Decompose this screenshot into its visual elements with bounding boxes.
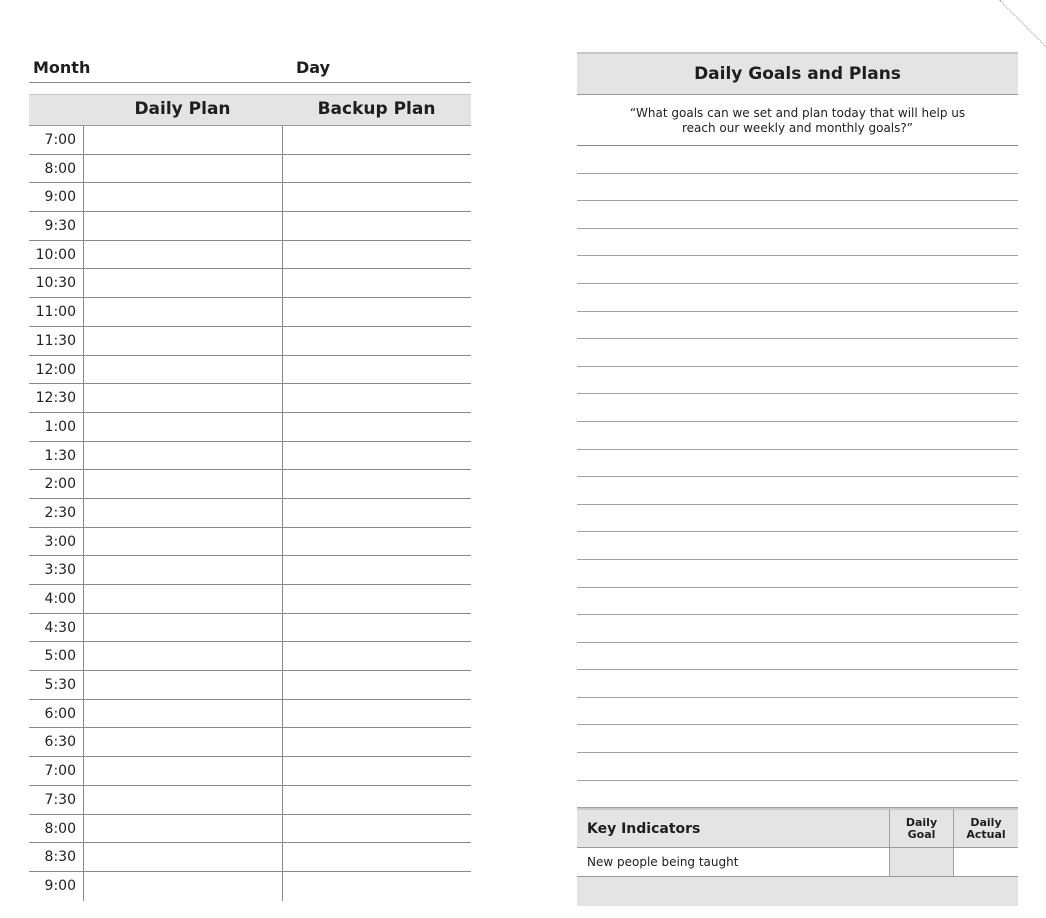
goal-writing-line[interactable] xyxy=(577,146,1018,174)
goals-title: Daily Goals and Plans xyxy=(577,52,1018,95)
time-slot-row xyxy=(29,384,471,413)
time-label: 7:00 xyxy=(44,132,76,148)
goal-writing-line[interactable] xyxy=(577,643,1018,671)
backup-plan-slot[interactable] xyxy=(282,126,471,154)
month-day-row xyxy=(29,56,471,83)
key-indicators-table xyxy=(577,808,1018,906)
daily-plan-slot[interactable] xyxy=(83,155,282,183)
goal-writing-line[interactable] xyxy=(577,367,1018,395)
time-label: 2:30 xyxy=(44,504,76,521)
time-label: 3:30 xyxy=(44,562,76,579)
backup-plan-header: Backup Plan xyxy=(317,99,436,119)
time-slot-row xyxy=(29,155,471,184)
daily-plan-slot[interactable] xyxy=(83,298,282,326)
time-label: 6:30 xyxy=(44,734,76,751)
goal-writing-line[interactable] xyxy=(577,394,1018,422)
daily-plan-slot[interactable] xyxy=(83,126,282,154)
time-label: 2:00 xyxy=(44,476,76,493)
daily-plan-slot[interactable] xyxy=(83,843,282,871)
backup-plan-slot[interactable] xyxy=(282,642,471,670)
time-slot-row xyxy=(29,872,471,901)
daily-plan-slot[interactable] xyxy=(83,212,282,240)
time-slot-row xyxy=(29,126,471,155)
backup-plan-slot[interactable] xyxy=(282,728,471,756)
time-slot-row xyxy=(29,442,471,471)
goals-page xyxy=(577,52,1018,869)
time-label: 8:30 xyxy=(44,849,76,866)
daily-plan-slot[interactable] xyxy=(83,728,282,756)
plan-column-headers xyxy=(29,94,471,126)
daily-plan-header: Daily Plan xyxy=(134,99,231,119)
goal-writing-line[interactable] xyxy=(577,229,1018,257)
goal-writing-line[interactable] xyxy=(577,781,1018,809)
daily-plan-slot[interactable] xyxy=(83,442,282,470)
time-label: 7:00 xyxy=(44,763,76,780)
backup-plan-slot[interactable] xyxy=(282,700,471,728)
daily-plan-slot[interactable] xyxy=(83,585,282,613)
time-label: 12:30 xyxy=(35,390,76,407)
daily-schedule-page xyxy=(29,56,471,901)
time-slot-row xyxy=(29,183,471,212)
month-label: Month xyxy=(33,58,91,77)
goal-writing-line[interactable] xyxy=(577,615,1018,643)
time-label: 11:00 xyxy=(35,304,76,321)
goal-writing-line[interactable] xyxy=(577,532,1018,560)
backup-plan-slot[interactable] xyxy=(282,356,471,384)
time-label: 12:00 xyxy=(35,361,76,378)
time-slot-row xyxy=(29,614,471,643)
backup-plan-slot[interactable] xyxy=(282,183,471,211)
goal-writing-line[interactable] xyxy=(577,174,1018,202)
daily-plan-slot[interactable] xyxy=(83,614,282,642)
daily-plan-slot[interactable] xyxy=(83,241,282,269)
time-slot-row xyxy=(29,671,471,700)
goal-writing-line[interactable] xyxy=(577,588,1018,616)
backup-plan-slot[interactable] xyxy=(282,757,471,785)
daily-goal-header xyxy=(889,810,953,847)
time-label: 8:00 xyxy=(44,820,76,837)
goal-writing-line[interactable] xyxy=(577,560,1018,588)
time-slot-row xyxy=(29,413,471,442)
time-label: 1:30 xyxy=(44,447,76,464)
time-label: 10:30 xyxy=(35,275,76,292)
time-slot-row xyxy=(29,700,471,729)
key-indicators-header xyxy=(577,808,1018,848)
time-slot-row xyxy=(29,585,471,614)
daily-plan-slot[interactable] xyxy=(83,269,282,297)
backup-plan-slot[interactable] xyxy=(282,786,471,814)
time-slot-row xyxy=(29,757,471,786)
daily-plan-slot[interactable] xyxy=(83,413,282,441)
goal-writing-line[interactable] xyxy=(577,284,1018,312)
daily-plan-slot[interactable] xyxy=(83,815,282,843)
time-slot-row xyxy=(29,642,471,671)
goal-writing-line[interactable] xyxy=(577,505,1018,533)
daily-plan-slot[interactable] xyxy=(83,183,282,211)
backup-plan-slot[interactable] xyxy=(282,843,471,871)
key-indicator-label: New people being taught xyxy=(587,855,739,869)
backup-plan-slot[interactable] xyxy=(282,815,471,843)
goals-quote: “What goals can we set and plan today that will help us reach our weekly and monthly goals?” xyxy=(577,95,1018,146)
backup-plan-slot[interactable] xyxy=(282,269,471,297)
daily-goal-header-line2: Goal xyxy=(907,828,936,841)
daily-plan-slot[interactable] xyxy=(83,556,282,584)
daily-plan-slot[interactable] xyxy=(83,327,282,355)
time-slot-row xyxy=(29,556,471,585)
time-label: 5:00 xyxy=(44,648,76,665)
goal-writing-line[interactable] xyxy=(577,201,1018,229)
page-corner-fold-mark xyxy=(999,0,1046,50)
time-label: 1:00 xyxy=(44,418,76,435)
time-slot-row xyxy=(29,728,471,757)
daily-actual-header-line1: Daily xyxy=(970,816,1002,829)
goals-writing-lines xyxy=(577,146,1018,808)
time-slot-row xyxy=(29,528,471,557)
goal-writing-line[interactable] xyxy=(577,339,1018,367)
backup-plan-slot[interactable] xyxy=(282,671,471,699)
backup-plan-slot[interactable] xyxy=(282,212,471,240)
daily-plan-slot[interactable] xyxy=(83,872,282,901)
goal-writing-line[interactable] xyxy=(577,670,1018,698)
goal-writing-line[interactable] xyxy=(577,698,1018,726)
daily-plan-slot[interactable] xyxy=(83,356,282,384)
time-slot-row xyxy=(29,786,471,815)
backup-plan-slot[interactable] xyxy=(282,499,471,527)
backup-plan-slot[interactable] xyxy=(282,442,471,470)
time-label: 4:00 xyxy=(44,591,76,607)
time-slot-row xyxy=(29,269,471,298)
backup-plan-slot[interactable] xyxy=(282,298,471,326)
time-slot-row xyxy=(29,499,471,528)
time-slot-row xyxy=(29,298,471,327)
time-slot-row xyxy=(29,327,471,356)
daily-plan-slot[interactable] xyxy=(83,671,282,699)
daily-plan-slot[interactable] xyxy=(83,499,282,527)
time-slot-row xyxy=(29,356,471,385)
key-indicators-footer xyxy=(577,877,1018,906)
key-indicator-row xyxy=(577,848,1018,877)
goal-writing-line[interactable] xyxy=(577,725,1018,753)
daily-plan-slot[interactable] xyxy=(83,470,282,498)
time-label: 8:00 xyxy=(44,160,76,177)
time-slot-row xyxy=(29,815,471,844)
goal-writing-line[interactable] xyxy=(577,312,1018,340)
time-slot-row xyxy=(29,470,471,499)
backup-plan-slot[interactable] xyxy=(282,413,471,441)
time-label: 9:00 xyxy=(44,189,76,206)
backup-plan-slot[interactable] xyxy=(282,155,471,183)
time-label: 11:30 xyxy=(35,332,76,349)
backup-plan-slot[interactable] xyxy=(282,872,471,901)
backup-plan-slot[interactable] xyxy=(282,241,471,269)
backup-plan-slot[interactable] xyxy=(282,528,471,556)
schedule-grid xyxy=(29,126,471,901)
time-label: 9:00 xyxy=(44,877,76,894)
backup-plan-slot[interactable] xyxy=(282,327,471,355)
backup-plan-slot[interactable] xyxy=(282,470,471,498)
time-slot-row xyxy=(29,212,471,241)
goal-writing-line[interactable] xyxy=(577,256,1018,284)
backup-plan-slot[interactable] xyxy=(282,585,471,613)
time-column-header xyxy=(29,95,83,125)
backup-plan-slot[interactable] xyxy=(282,384,471,412)
time-label: 7:30 xyxy=(44,791,76,808)
time-slot-row xyxy=(29,843,471,872)
time-label: 6:00 xyxy=(44,705,76,722)
daily-plan-slot[interactable] xyxy=(83,786,282,814)
time-label: 3:00 xyxy=(44,533,76,550)
goal-writing-line[interactable] xyxy=(577,422,1018,450)
time-slot-row xyxy=(29,241,471,270)
daily-plan-slot[interactable] xyxy=(83,528,282,556)
daily-goal-cell[interactable] xyxy=(889,848,953,876)
day-label: Day xyxy=(296,58,331,77)
daily-plan-slot[interactable] xyxy=(83,642,282,670)
backup-plan-slot[interactable] xyxy=(282,556,471,584)
time-label: 10:00 xyxy=(35,246,76,263)
daily-actual-cell[interactable] xyxy=(953,848,1018,876)
time-label: 5:30 xyxy=(44,677,76,694)
daily-actual-header xyxy=(953,810,1018,847)
goal-writing-line[interactable] xyxy=(577,477,1018,505)
goal-writing-line[interactable] xyxy=(577,450,1018,478)
time-label: 4:30 xyxy=(44,619,76,636)
backup-plan-slot[interactable] xyxy=(282,614,471,642)
daily-plan-slot[interactable] xyxy=(83,757,282,785)
key-indicators-title: Key Indicators xyxy=(587,821,701,837)
time-label: 9:30 xyxy=(44,218,76,235)
goal-writing-line[interactable] xyxy=(577,753,1018,781)
daily-plan-slot[interactable] xyxy=(83,384,282,412)
daily-goal-header-line1: Daily xyxy=(905,816,938,829)
daily-plan-slot[interactable] xyxy=(83,700,282,728)
daily-actual-header-line2: Actual xyxy=(966,828,1006,841)
